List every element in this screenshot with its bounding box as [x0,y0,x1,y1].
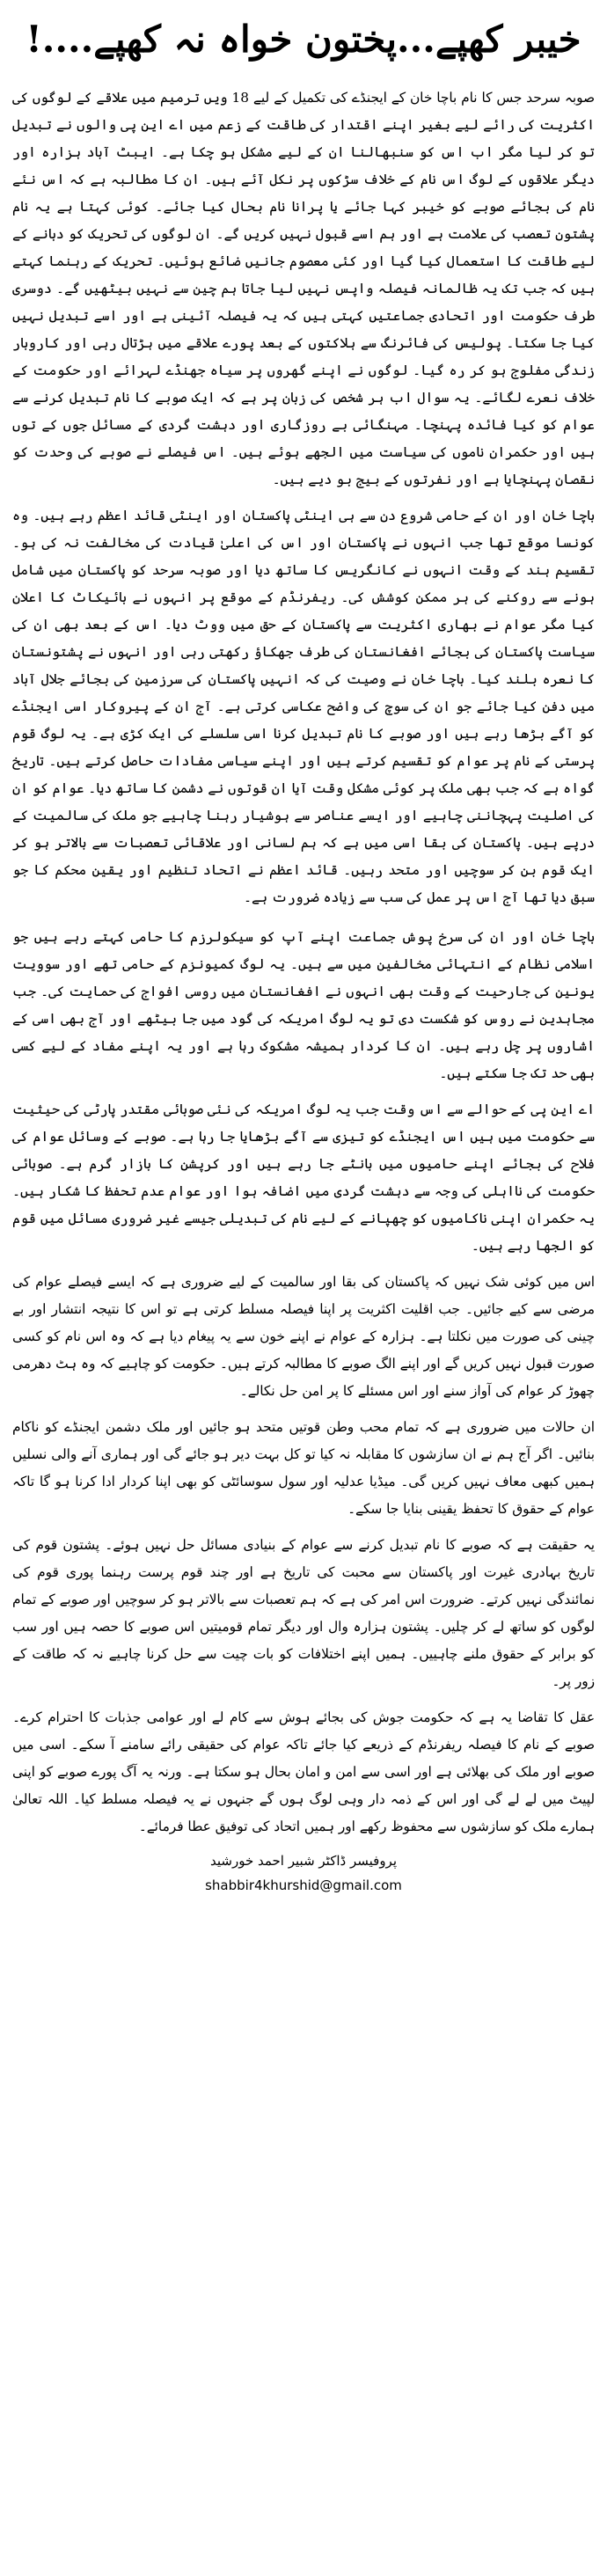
paragraph-6: ان حالات میں ضروری ہے کہ تمام محب وطن قوتیں متحد ہو جائیں اور ملک دشمن ایجنڈے کو ناکام بنائیں۔ اگر آج ہم نے ان سازشوں کا مقابلہ نہ کیا تو کل بہت دیر ہو جائے گی اور ہماری آنے والی نسلیں ہمیں کبھی معاف نہیں کریں گی۔ میڈیا عدلیہ اور سول سوسائٹی کو بھی اپنا کردار ادا کرنا ہو گا تاکہ عوام کے حقوق کا تحفظ یقینی بنایا جا سکے۔ [12,1419,595,1517]
author-name: پروفیسر ڈاکٹر شبیر احمد خورشید [209,1853,398,1869]
article-headline: خیبر کھپے...پختون خواہ نہ کھپے....! [26,18,581,61]
paragraph-2: باچا خان اور ان کے حامی شروع دن سے ہی اینٹی پاکستان اور اینٹی قائد اعظم رہے ہیں۔ وہ کونسا موقع تھا جب انہوں نے پاکستان اور اس کی اعلیٰ قیادت کی مخالفت نہ کی ہو۔ تقسیم ہند کے وقت انہوں نے کانگریس کا ساتھ دیا اور صوبہ سرحد کو پاکستان میں شامل ہونے سے روکنے کی ہر ممکن کوشش کی۔ ریفرنڈم کے موقع پر انہوں نے بائیکاٹ کا اعلان کیا مگر عوام نے بھاری اکثریت سے پاکستان کے حق میں ووٹ دیا۔ اس کے بعد بھی ان کی سیاست پاکستان کی بجائے افغانستان کی طرف جھکاؤ رکھتی رہی اور انہوں نے پشتونستان کا نعرہ بلند کیا۔ باچا خان نے وصیت کی کہ انہیں پاکستان کی سرزمین کی بجائے جلال آباد میں دفن کیا جائے جو ان کی سوچ کی واضح عکاسی کرتی ہے۔ آج ان کے پیروکار اسی ایجنڈے کو آگے بڑھا رہے ہیں اور صوبے کا نام تبدیل کرنا اسی سلسلے کی ایک کڑی ہے۔ یہ لوگ قوم پرستی کے نام پر عوام کو تقسیم کرتے ہیں اور اپنے سیاسی مفادات حاصل کرتے ہیں۔ تاریخ گواہ ہے کہ جب بھی ملک پر کوئی مشکل وقت آیا ان قوتوں نے دشمن کا ساتھ دیا۔ عوام کو ان کی اصلیت پہچاننی چاہیے اور ایسے عناصر سے ہوشیار رہنا چاہیے جو ملک کی سالمیت کے درپے ہیں۔ پاکستان کی بقا اسی میں ہے کہ ہم لسانی اور علاقائی تعصبات سے بالاتر ہو کر ایک قوم بن کر سوچیں اور متحد رہیں۔ قائد اعظم نے اتحاد تنظیم اور یقین محکم کا جو سبق دیا تھا آج اس پر عمل کی سب سے زیادہ ضرورت ہے۔ [12,508,595,905]
paragraph-1: صوبہ سرحد جس کا نام باچا خان کے ایجنڈے کی تکمیل کے لیے 18 ویں ترمیم میں علاقے کے لوگوں کی اکثریت کی رائے لیے بغیر اپنے اقتدار کی طاقت کے زعم میں اے این پی والوں نے تبدیل تو کر لیا مگر اب اس کو سنبھالنا ان کے لیے مشکل ہو چکا ہے۔ ایبٹ آباد ہزارہ اور دیگر علاقوں کے لوگ اس نام کے خلاف سڑکوں پر نکل آئے ہیں۔ ان کا مطالبہ ہے کہ اس نئے نام کی بجائے صوبے کو خیبر کہا جائے یا پرانا نام بحال کیا جائے۔ کوئی کہتا ہے یہ نام پشتون تعصب کی علامت ہے اور ہم اسے قبول نہیں کریں گے۔ ان لوگوں کی تحریک کو دبانے کے لیے طاقت کا استعمال کیا گیا اور کئی معصوم جانیں ضائع ہوئیں۔ تحریک کے رہنما کہتے ہیں کہ جب تک یہ ظالمانہ فیصلہ واپس نہیں لیا جاتا ہم چین سے نہیں بیٹھیں گے۔ دوسری طرف حکومت اور اتحادی جماعتیں کہتی ہیں کہ یہ فیصلہ آئینی ہے اور اسے تبدیل نہیں کیا جا سکتا۔ پولیس کی فائرنگ سے ہلاکتوں کے بعد پورے علاقے میں ہڑتال رہی اور کاروبار زندگی مفلوج ہو کر رہ گیا۔ لوگوں نے اپنے گھروں پر سیاہ جھنڈے لہرائے اور حکومت کے خلاف نعرے لگائے۔ یہ سوال اب ہر شخص کی زبان پر ہے کہ ایک صوبے کا نام تبدیل کرنے سے عوام کو کیا فائدہ پہنچا۔ مہنگائی بے روزگاری اور دہشت گردی کے مسائل جوں کے توں ہیں اور حکمران ناموں کی سیاست میں الجھے ہوئے ہیں۔ اس فیصلے نے صوبے کی وحدت کو نقصان پہنچایا ہے اور نفرتوں کے بیج بو دیے ہیں۔ [12,90,595,487]
paragraph-5: اس میں کوئی شک نہیں کہ پاکستان کی بقا اور سالمیت کے لیے ضروری ہے کہ ایسے فیصلے عوام کی مرضی سے کیے جائیں۔ جب اقلیت اکثریت پر اپنا فیصلہ مسلط کرتی ہے تو اس کا نتیجہ انتشار اور بے چینی کی صورت میں نکلتا ہے۔ ہزارہ کے عوام نے اپنے خون سے یہ پیغام دیا ہے کہ وہ اس نام کو کسی صورت قبول نہیں کریں گے اور اپنے الگ صوبے کا مطالبہ کرتے ہیں۔ حکومت کو چاہیے کہ وہ ہٹ دھرمی چھوڑ کر عوام کی آواز سنے اور اس مسئلے کا پر امن حل نکالے۔ [12,1274,595,1399]
paragraph-8: عقل کا تقاضا یہ ہے کہ حکومت جوش کی بجائے ہوش سے کام لے اور عوامی جذبات کا احترام کرے۔ صوبے کے نام کا فیصلہ ریفرنڈم کے ذریعے کیا جائے تاکہ عوام کی حقیقی رائے سامنے آ سکے۔ اسی میں صوبے اور ملک کی بھلائی ہے اور اسی سے امن و امان بحال ہو سکتا ہے۔ ورنہ یہ آگ پورے صوبے کو اپنی لپیٹ میں لے لے گی اور اس کے ذمہ دار وہی لوگ ہوں گے جنہوں نے یہ فیصلہ مسلط کیا۔ اللہ تعالیٰ ہمارے ملک کو سازشوں سے محفوظ رکھے اور ہمیں اتحاد کی توفیق عطا فرمائے۔ [12,1709,595,1834]
article-body [12,84,595,1841]
paragraph-4: اے این پی کے حوالے سے اس وقت جب یہ لوگ امریکہ کی نئی صوبائی مقتدر پارٹی کی حیثیت سے حکومت میں ہیں اس ایجنڈے کو تیزی سے آگے بڑھایا جا رہا ہے۔ صوبے کے وسائل عوام کی فلاح کی بجائے اپنے حامیوں میں بانٹے جا رہے ہیں اور کرپشن کا بازار گرم ہے۔ صوبائی حکومت کی نااہلی کی وجہ سے دہشت گردی میں اضافہ ہوا اور عوام عدم تحفظ کا شکار ہیں۔ یہ حکمران اپنی ناکامیوں کو چھپانے کے لیے نام کی تبدیلی جیسے غیر ضروری مسائل میں قوم کو الجھا رہے ہیں۔ [12,1101,595,1254]
paragraph-7: یہ حقیقت ہے کہ صوبے کا نام تبدیل کرنے سے عوام کے بنیادی مسائل حل نہیں ہوئے۔ پشتون قوم کی تاریخ بہادری غیرت اور پاکستان سے محبت کی تاریخ ہے اور چند قوم پرست رہنما پوری قوم کی نمائندگی نہیں کرتے۔ ضرورت اس امر کی ہے کہ ہم تعصبات سے بالاتر ہو کر سوچیں اور صوبے کے تمام لوگوں کو ساتھ لے کر چلیں۔ پشتون ہزارہ وال اور دیگر تمام قومیتیں اس صوبے کا حصہ ہیں اور سب کو برابر کے حقوق ملنے چاہییں۔ ہمیں اپنے اختلافات کو بات چیت سے حل کرنا چاہیے نہ کہ طاقت کے زور پر۔ [12,1537,595,1689]
paragraph-3: باچا خان اور ان کی سرخ پوش جماعت اپنے آپ کو سیکولرزم کا حامی کہتے رہے ہیں جو اسلامی نظام کے انتہائی مخالفین میں سے ہیں۔ یہ لوگ کمیونزم کے حامی تھے اور سوویت یونین کی جارحیت کے وقت بھی انہوں نے افغانستان میں روسی افواج کی حمایت کی۔ جب مجاہدین نے روس کو شکست دی تو یہ لوگ امریکہ کی گود میں جا بیٹھے اور آج بھی اسی کے اشاروں پر چل رہے ہیں۔ ان کا کردار ہمیشہ مشکوک رہا ہے اور یہ اپنے مفاد کے لیے کسی بھی حد تک جا سکتے ہیں۔ [12,929,595,1081]
author-email[interactable]: shabbir4khurshid@gmail.com [205,1877,402,1893]
